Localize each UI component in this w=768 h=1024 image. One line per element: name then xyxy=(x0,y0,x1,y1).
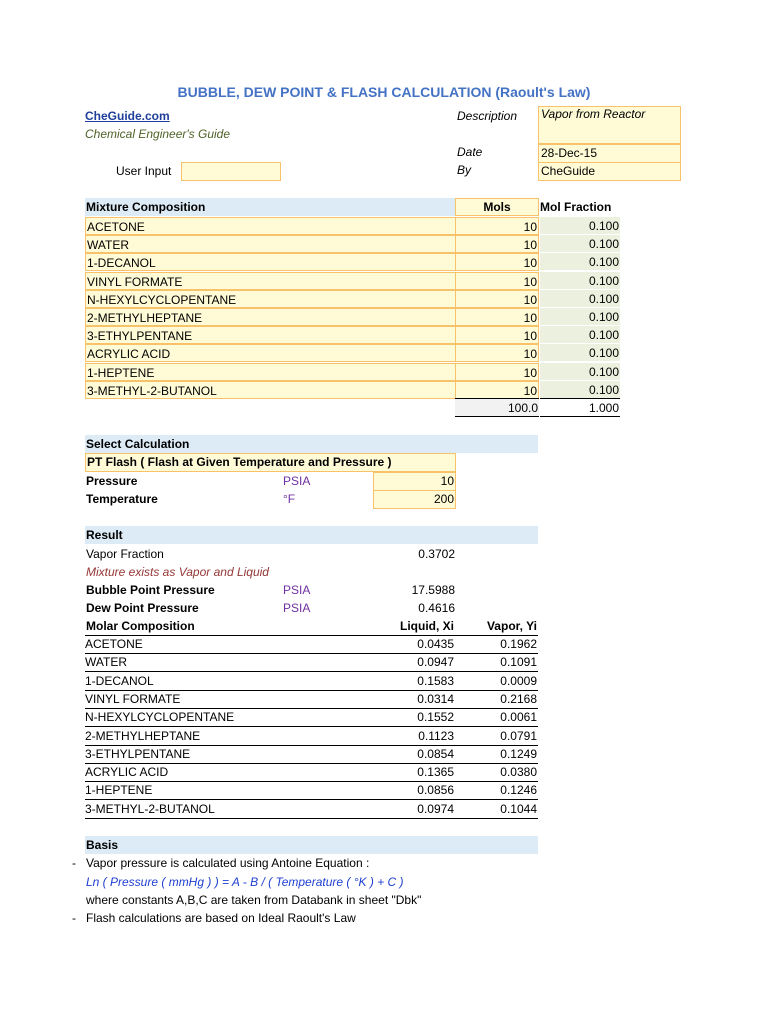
component-mol-fraction: 0.100 xyxy=(540,308,620,326)
component-name-field[interactable]: WATER xyxy=(85,235,455,253)
phase-message: Mixture exists as Vapor and Liquid xyxy=(86,565,269,579)
by-label: By xyxy=(457,163,472,177)
component-name-field[interactable]: 3-METHYL-2-BUTANOL xyxy=(85,381,455,399)
vapor-yi-value: 0.0061 xyxy=(500,710,537,725)
temperature-input[interactable]: 200 xyxy=(373,490,456,509)
mixture-header: Mixture Composition xyxy=(86,200,206,214)
component-mols-field[interactable]: 10 xyxy=(455,308,539,326)
component-name-field[interactable]: VINYL FORMATE xyxy=(85,272,455,290)
result-header-bar xyxy=(85,526,538,544)
calc-header: Select Calculation xyxy=(86,437,190,451)
component-mol-fraction: 0.100 xyxy=(540,363,620,381)
liquid-xi-value: 0.0856 xyxy=(417,783,454,798)
component-name-field[interactable]: N-HEXYLCYCLOPENTANE xyxy=(85,290,455,308)
temperature-label: Temperature xyxy=(86,492,158,506)
antoine-equation: Ln ( Pressure ( mmHg ) ) = A - B / ( Temperature ( °K ) + C ) xyxy=(86,875,404,889)
component-name-field[interactable]: 3-ETHYLPENTANE xyxy=(85,326,455,344)
dew-point-value: 0.4616 xyxy=(418,601,455,615)
bullet-1: - xyxy=(72,856,76,870)
site-link[interactable]: CheGuide.com xyxy=(85,109,170,123)
liquid-xi-value: 0.0974 xyxy=(417,801,454,816)
liquid-xi-value: 0.0947 xyxy=(417,655,454,670)
molar-composition-header: Molar Composition xyxy=(86,619,195,633)
basis-header: Basis xyxy=(86,838,119,852)
pressure-unit: PSIA xyxy=(283,474,311,488)
result-component-name: WATER xyxy=(85,655,127,670)
table-row xyxy=(85,691,538,709)
result-component-name: 1-DECANOL xyxy=(85,673,154,688)
component-mols-field[interactable]: 10 xyxy=(455,381,539,399)
dew-point-label: Dew Point Pressure xyxy=(86,601,199,615)
mol-fraction-column-header: Mol Fraction xyxy=(540,200,612,214)
bubble-point-unit: PSIA xyxy=(283,583,311,597)
vapor-yi-value: 0.2168 xyxy=(500,691,537,706)
vapor-yi-value: 0.1249 xyxy=(500,746,537,761)
dew-point-unit: PSIA xyxy=(283,601,311,615)
result-component-name: 1-HEPTENE xyxy=(85,783,153,798)
basis-line-3: Flash calculations are based on Ideal Raoult's Law xyxy=(86,911,356,925)
pressure-label: Pressure xyxy=(86,474,138,488)
liquid-column-header: Liquid, Xi xyxy=(400,619,454,633)
component-mols-field[interactable]: 10 xyxy=(455,253,539,271)
table-row xyxy=(85,782,538,800)
liquid-xi-value: 0.1123 xyxy=(418,728,454,743)
table-row xyxy=(85,636,538,654)
vapor-column-header: Vapor, Yi xyxy=(486,619,537,633)
vapor-yi-value: 0.1246 xyxy=(500,783,537,798)
vapor-yi-value: 0.1962 xyxy=(500,637,537,651)
component-mol-fraction: 0.100 xyxy=(540,290,620,308)
liquid-xi-value: 0.0314 xyxy=(417,691,454,706)
component-mol-fraction: 0.100 xyxy=(540,235,620,253)
component-mols-field[interactable]: 10 xyxy=(455,363,539,381)
by-field[interactable]: CheGuide xyxy=(538,162,681,181)
vapor-yi-value: 0.0009 xyxy=(500,673,537,688)
vapor-yi-value: 0.1091 xyxy=(500,655,537,670)
component-mol-fraction: 0.100 xyxy=(540,217,620,235)
description-field[interactable]: Vapor from Reactor xyxy=(538,106,681,144)
component-mol-fraction: 0.100 xyxy=(540,344,620,362)
table-row xyxy=(85,801,538,819)
site-tagline: Chemical Engineer's Guide xyxy=(85,127,231,141)
basis-header-bar xyxy=(85,836,538,854)
component-mols-field[interactable]: 10 xyxy=(455,290,539,308)
component-mols-field[interactable]: 10 xyxy=(455,235,539,253)
user-input-label: User Input xyxy=(116,164,172,178)
component-mol-fraction: 0.100 xyxy=(540,381,620,399)
component-name-field[interactable]: ACRYLIC ACID xyxy=(85,344,455,362)
component-mol-fraction: 0.100 xyxy=(540,272,620,290)
liquid-xi-value: 0.0435 xyxy=(417,637,454,651)
calculation-select[interactable]: PT Flash ( Flash at Given Temperature and Pressure ) xyxy=(85,453,456,472)
basis-line-2: where constants A,B,C are taken from Databank in sheet "Dbk" xyxy=(86,893,422,907)
table-row xyxy=(85,746,538,764)
temperature-unit: °F xyxy=(283,492,296,506)
total-mols: 100.0 xyxy=(455,398,539,417)
result-component-name: VINYL FORMATE xyxy=(85,691,181,706)
description-label: Description xyxy=(457,109,518,123)
result-component-name: 2-METHYLHEPTANE xyxy=(85,728,201,743)
bubble-point-value: 17.5988 xyxy=(411,583,455,597)
molar-header-row xyxy=(85,617,538,636)
result-component-name: 3-ETHYLPENTANE xyxy=(85,746,191,761)
component-name-field[interactable]: 1-HEPTENE xyxy=(85,363,455,381)
vapor-fraction-value: 0.3702 xyxy=(418,547,455,561)
mols-column-header: Mols xyxy=(455,198,539,216)
result-component-name: N-HEXYLCYCLOPENTANE xyxy=(85,710,235,725)
vapor-yi-value: 0.0380 xyxy=(500,765,537,780)
liquid-xi-value: 0.1365 xyxy=(417,765,454,780)
component-mol-fraction: 0.100 xyxy=(540,326,620,344)
date-field[interactable]: 28-Dec-15 xyxy=(538,144,681,163)
component-mol-fraction: 0.100 xyxy=(540,253,620,271)
table-row xyxy=(85,673,538,691)
liquid-xi-value: 0.1552 xyxy=(417,710,454,725)
component-mols-field[interactable]: 10 xyxy=(455,344,539,362)
component-mols-field[interactable]: 10 xyxy=(455,326,539,344)
component-mols-field[interactable]: 10 xyxy=(455,272,539,290)
page-title: BUBBLE, DEW POINT & FLASH CALCULATION (Raoult's Law) xyxy=(177,84,591,100)
vapor-fraction-label: Vapor Fraction xyxy=(86,547,164,561)
liquid-xi-value: 0.0854 xyxy=(417,746,454,761)
result-component-name: ACETONE xyxy=(85,637,143,651)
bubble-point-label: Bubble Point Pressure xyxy=(86,583,215,597)
user-input-legend-swatch xyxy=(181,162,281,181)
table-row xyxy=(85,728,538,746)
component-name-field[interactable]: 1-DECANOL xyxy=(85,253,455,271)
table-row xyxy=(85,709,538,727)
basis-line-1: Vapor pressure is calculated using Antoine Equation : xyxy=(86,856,370,870)
component-name-field[interactable]: 2-METHYLHEPTANE xyxy=(85,308,455,326)
table-row xyxy=(85,764,538,782)
date-label: Date xyxy=(457,145,483,159)
result-header: Result xyxy=(86,528,123,542)
result-component-name: 3-METHYL-2-BUTANOL xyxy=(85,801,215,816)
vapor-yi-value: 0.0791 xyxy=(500,728,537,743)
liquid-xi-value: 0.1583 xyxy=(417,673,454,688)
result-component-name: ACRYLIC ACID xyxy=(85,765,169,780)
pressure-input[interactable]: 10 xyxy=(373,472,456,491)
component-name-field[interactable]: ACETONE xyxy=(85,217,455,235)
table-row xyxy=(85,654,538,672)
total-fraction: 1.000 xyxy=(540,398,620,417)
component-mols-field[interactable]: 10 xyxy=(455,217,539,235)
bullet-2: - xyxy=(72,911,76,925)
vapor-yi-value: 0.1044 xyxy=(500,801,537,816)
